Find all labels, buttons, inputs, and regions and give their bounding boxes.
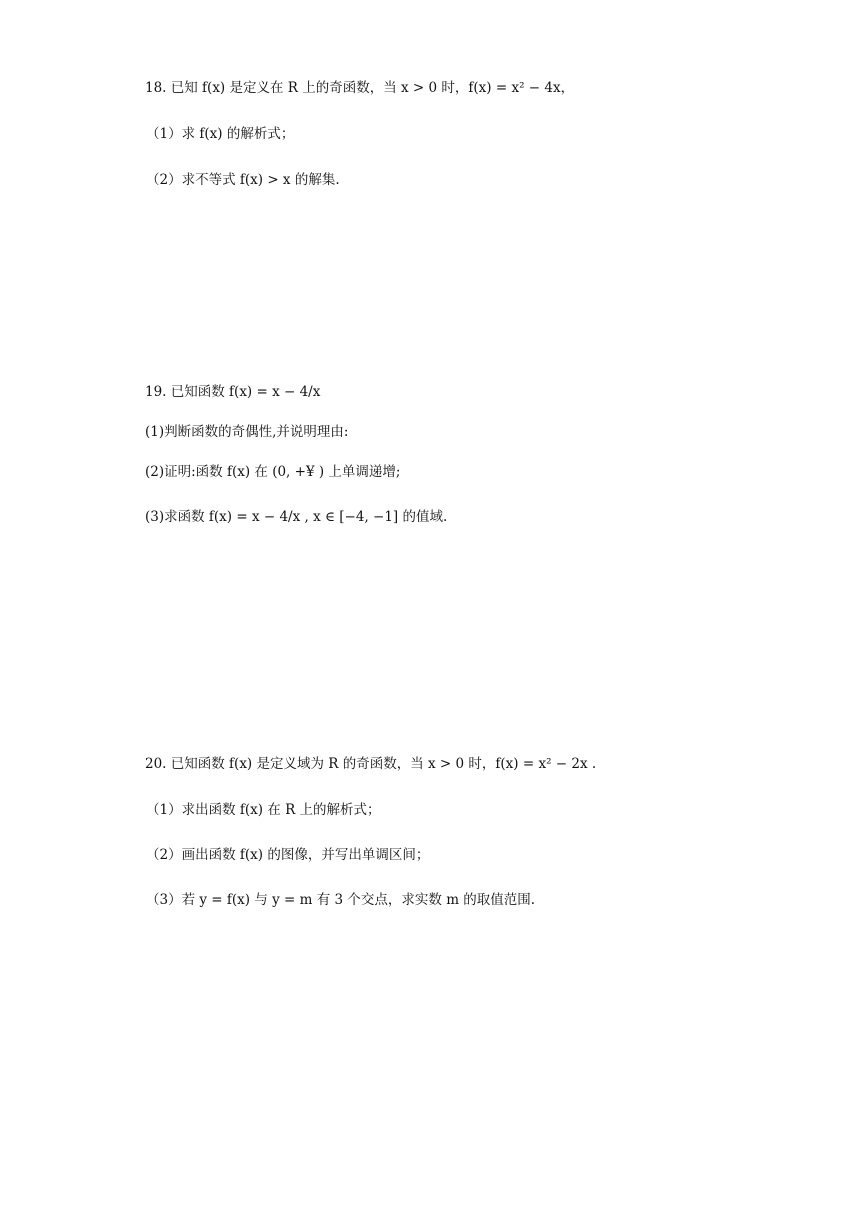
question-18-part-2: （2）求不等式 f(x) > x 的解集. <box>146 172 340 188</box>
question-18-stem: 18. 已知 f(x) 是定义在 R 上的奇函数，当 x > 0 时，f(x) = x² − 4x， <box>145 80 575 96</box>
question-19-part-3: (3)求函数 f(x) = x − 4/x , x ∈ [−4, −1] 的值域. <box>145 509 448 525</box>
question-19-part-2: (2)证明:函数 f(x) 在 (0, +¥ ) 上单调递增; <box>145 464 401 480</box>
question-19-part-1: (1)判断函数的奇偶性,并说明理由: <box>145 424 349 440</box>
question-20-part-2: （2）画出函数 f(x) 的图像，并写出单调区间； <box>146 847 430 863</box>
question-18-part-1: （1）求 f(x) 的解析式； <box>146 126 295 142</box>
question-19-stem: 19. 已知函数 f(x) = x − 4/x <box>145 384 321 400</box>
question-20-part-1: （1）求出函数 f(x) 在 R 上的解析式； <box>146 802 381 818</box>
question-20-stem: 20. 已知函数 f(x) 是定义域为 R 的奇函数，当 x > 0 时，f(x) = x² − 2x . <box>145 756 597 772</box>
question-20-part-3: （3）若 y = f(x) 与 y = m 有 3 个交点，求实数 m 的取值范围. <box>146 892 536 908</box>
